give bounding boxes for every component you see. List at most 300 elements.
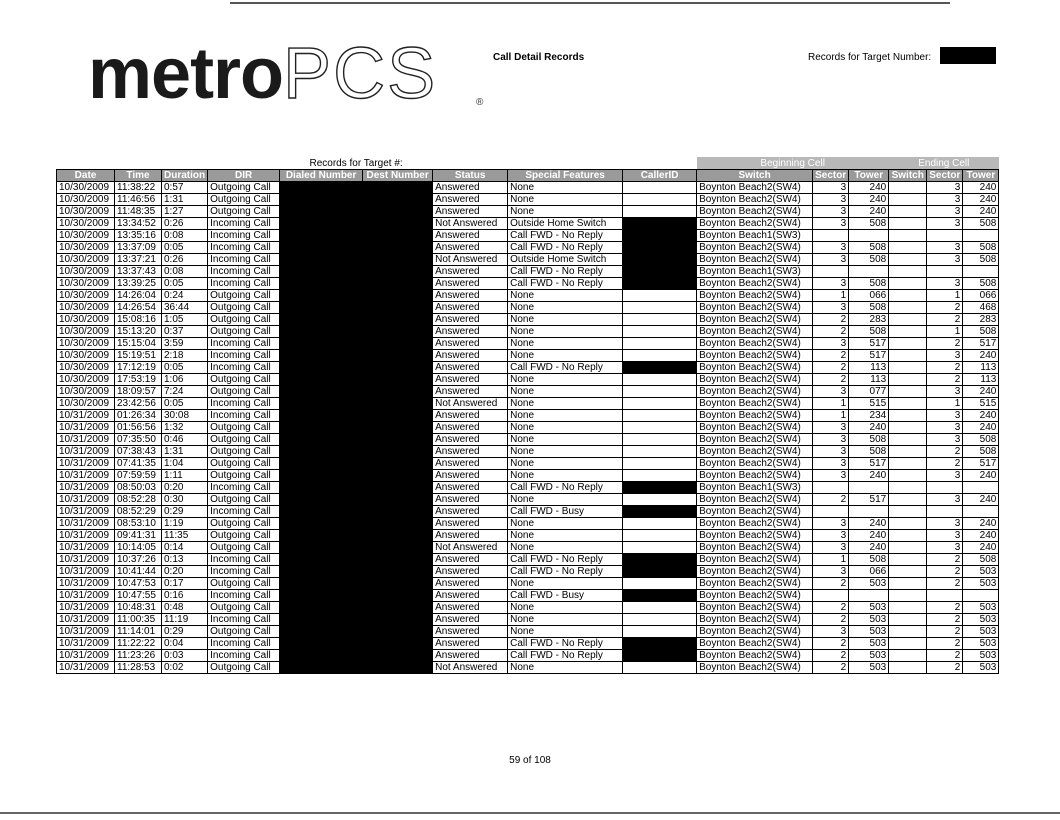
redacted-cell [363,374,433,386]
table-cell: 2 [927,362,963,374]
table-cell: Outgoing Call [208,326,280,338]
table-cell: 113 [963,362,999,374]
table-cell: 10:48:31 [115,602,162,614]
table-cell: 517 [963,458,999,470]
table-cell: 0:17 [162,578,208,590]
table-cell [813,590,849,602]
table-cell: 08:50:03 [115,482,162,494]
table-cell: 3 [927,254,963,266]
table-cell: 3 [927,422,963,434]
table-cell: Incoming Call [208,254,280,266]
table-cell: 503 [963,662,999,674]
table-cell: 3 [813,182,849,194]
table-cell: 113 [849,374,889,386]
table-cell: 10/31/2009 [57,638,115,650]
table-cell: Call FWD - No Reply [508,554,623,566]
redacted-cell [280,662,363,674]
table-cell [623,194,697,206]
table-cell: Boynton Beach2(SW4) [697,362,813,374]
table-cell: 2 [927,446,963,458]
table-cell: 515 [963,398,999,410]
redacted-cell [280,374,363,386]
table-cell: Incoming Call [208,338,280,350]
redacted-cell [280,530,363,542]
metropcs-logo [88,34,483,114]
column-header: Time [115,170,162,182]
table-cell: 2 [927,314,963,326]
table-row [57,650,999,662]
table-cell: 508 [849,302,889,314]
table-cell: 10/31/2009 [57,410,115,422]
table-cell: 0:05 [162,362,208,374]
redacted-cell [363,530,433,542]
redacted-cell [363,326,433,338]
redacted-cell [623,254,697,266]
table-cell: Answered [433,650,508,662]
redacted-cell [363,338,433,350]
table-cell: None [508,194,623,206]
table-cell [889,182,927,194]
table-cell: 1:19 [162,518,208,530]
redacted-cell [280,446,363,458]
table-cell: Boynton Beach2(SW4) [697,434,813,446]
table-cell: 2 [813,350,849,362]
table-cell: 3 [813,530,849,542]
redacted-cell [363,386,433,398]
table-cell: 2 [927,662,963,674]
table-cell: 240 [963,518,999,530]
table-cell: 3 [927,530,963,542]
redacted-cell [280,506,363,518]
table-cell: Boynton Beach2(SW4) [697,254,813,266]
table-cell: 18:09:57 [115,386,162,398]
column-header: Status [433,170,508,182]
table-cell: 10:37:26 [115,554,162,566]
table-cell: 2 [927,626,963,638]
table-cell: 13:37:21 [115,254,162,266]
page-number: 59 of 108 [509,755,551,766]
table-row [57,350,999,362]
table-cell [623,182,697,194]
table-cell: Answered [433,638,508,650]
redacted-cell [280,494,363,506]
table-cell: 1:06 [162,374,208,386]
redacted-cell [363,290,433,302]
table-cell: 508 [849,218,889,230]
redacted-cell [280,410,363,422]
table-cell [927,230,963,242]
table-cell: 0:08 [162,266,208,278]
table-cell [849,590,889,602]
table-cell: 3 [927,194,963,206]
redacted-cell [363,266,433,278]
redacted-cell [280,650,363,662]
redacted-cell [280,314,363,326]
table-cell: Boynton Beach2(SW4) [697,566,813,578]
table-cell: 10/30/2009 [57,254,115,266]
redacted-cell [623,566,697,578]
table-cell: 503 [963,626,999,638]
redacted-cell [363,302,433,314]
table-cell: 01:26:34 [115,410,162,422]
table-cell: 10/30/2009 [57,266,115,278]
table-cell: 10:14:05 [115,542,162,554]
table-cell: Outgoing Call [208,386,280,398]
table-cell [889,350,927,362]
table-row [57,518,999,530]
table-cell [889,422,927,434]
table-cell: 3 [927,434,963,446]
table-cell: Outgoing Call [208,530,280,542]
table-cell: 2 [927,458,963,470]
table-cell [889,362,927,374]
table-cell: 10/30/2009 [57,218,115,230]
table-cell [927,482,963,494]
table-cell: 0:16 [162,590,208,602]
table-row [57,434,999,446]
table-cell: 0:05 [162,398,208,410]
table-cell: 503 [849,578,889,590]
redacted-cell [363,470,433,482]
table-cell: 3 [927,386,963,398]
table-cell: 240 [963,542,999,554]
table-cell: Boynton Beach2(SW4) [697,494,813,506]
table-cell [889,470,927,482]
table-cell: Boynton Beach2(SW4) [697,602,813,614]
table-cell: 10:47:55 [115,590,162,602]
table-title-row [57,157,999,170]
table-cell: 508 [963,446,999,458]
table-cell: Incoming Call [208,278,280,290]
table-cell: 0:05 [162,242,208,254]
table-cell [623,662,697,674]
table-cell [963,590,999,602]
table-cell: 10/31/2009 [57,470,115,482]
table-cell: 3 [813,626,849,638]
table-cell: Outgoing Call [208,494,280,506]
table-cell: 240 [849,518,889,530]
table-cell: Incoming Call [208,482,280,494]
table-row [57,446,999,458]
table-cell: 10/31/2009 [57,542,115,554]
table-cell: Incoming Call [208,266,280,278]
table-cell: Call FWD - No Reply [508,638,623,650]
redacted-cell [280,626,363,638]
column-header: Tower [963,170,999,182]
table-cell: 517 [849,350,889,362]
table-cell: Answered [433,278,508,290]
table-cell: Boynton Beach2(SW4) [697,338,813,350]
table-cell: Outgoing Call [208,626,280,638]
table-row [57,278,999,290]
table-cell: Answered [433,458,508,470]
redacted-cell [280,590,363,602]
table-cell: Answered [433,494,508,506]
table-cell: 503 [963,638,999,650]
redacted-cell [363,242,433,254]
table-cell: None [508,326,623,338]
table-cell: 240 [963,470,999,482]
records-for-target-title: Records for Target #: [309,157,403,169]
table-cell [623,518,697,530]
table-row [57,554,999,566]
table-cell: 517 [849,338,889,350]
table-cell: 2 [813,614,849,626]
table-row [57,662,999,674]
redacted-cell [280,470,363,482]
table-cell: Boynton Beach2(SW4) [697,182,813,194]
table-cell: None [508,398,623,410]
table-cell: Answered [433,266,508,278]
table-cell: 503 [849,650,889,662]
table-cell: 234 [849,410,889,422]
table-cell: 2 [927,566,963,578]
table-cell: Boynton Beach2(SW4) [697,422,813,434]
table-cell: None [508,182,623,194]
table-row [57,290,999,302]
redacted-cell [363,350,433,362]
table-cell: 0:29 [162,506,208,518]
table-cell: 517 [849,458,889,470]
table-body [57,182,999,674]
table-cell [813,266,849,278]
table-cell: 283 [963,314,999,326]
table-cell: 10/30/2009 [57,230,115,242]
table-cell: None [508,350,623,362]
table-cell: 09:41:31 [115,530,162,542]
table-cell: None [508,446,623,458]
table-cell: 2 [927,650,963,662]
table-cell: 0:29 [162,626,208,638]
table-cell: Boynton Beach1(SW3) [697,230,813,242]
table-cell: 0:48 [162,602,208,614]
redacted-cell [623,266,697,278]
table-cell: Boynton Beach2(SW4) [697,578,813,590]
table-cell: Answered [433,338,508,350]
table-cell: 2 [927,578,963,590]
table-cell [623,614,697,626]
table-cell: Incoming Call [208,554,280,566]
table-cell [623,434,697,446]
table-cell: Incoming Call [208,566,280,578]
table-cell: 13:34:52 [115,218,162,230]
table-cell: 240 [963,422,999,434]
table-cell: 11:38:22 [115,182,162,194]
column-header: Switch [697,170,813,182]
table-cell: 23:42:56 [115,398,162,410]
table-cell: 2 [813,662,849,674]
table-cell: 13:37:09 [115,242,162,254]
redacted-cell [280,338,363,350]
table-cell: Boynton Beach2(SW4) [697,590,813,602]
table-cell: Call FWD - No Reply [508,566,623,578]
table-cell: Answered [433,626,508,638]
redacted-cell [363,578,433,590]
bottom-rule [0,812,1060,814]
table-cell: 2 [927,374,963,386]
table-cell: None [508,290,623,302]
table-cell: 10/31/2009 [57,554,115,566]
table-cell: None [508,602,623,614]
redacted-cell [363,434,433,446]
column-header: Sector [927,170,963,182]
table-cell: Boynton Beach2(SW4) [697,638,813,650]
table-cell: 2 [927,302,963,314]
column-header: Duration [162,170,208,182]
table-cell [889,554,927,566]
table-cell [623,410,697,422]
table-cell [623,290,697,302]
table-cell: 3 [813,518,849,530]
table-cell: 3 [927,542,963,554]
table-cell: 10/31/2009 [57,566,115,578]
table-cell: 240 [849,194,889,206]
table-cell [963,482,999,494]
table-cell: 1 [813,290,849,302]
redacted-cell [280,434,363,446]
table-cell: 0:03 [162,650,208,662]
table-cell: Outgoing Call [208,314,280,326]
table-cell: 508 [849,254,889,266]
column-header: DIR [208,170,280,182]
table-cell [889,662,927,674]
table-cell: Incoming Call [208,638,280,650]
table-cell [889,230,927,242]
table-cell: 3 [927,410,963,422]
table-row [57,326,999,338]
table-cell: 3 [927,350,963,362]
table-cell [889,518,927,530]
logo-pcs-text: PCS [283,34,438,114]
table-cell: 508 [849,434,889,446]
redacted-cell [363,506,433,518]
table-cell: Not Answered [433,254,508,266]
table-cell: 3 [813,302,849,314]
table-cell: Boynton Beach2(SW4) [697,194,813,206]
table-cell: 15:19:51 [115,350,162,362]
table-cell [889,566,927,578]
table-cell: 240 [963,182,999,194]
table-cell: None [508,626,623,638]
redacted-cell [623,638,697,650]
table-cell: 10:47:53 [115,578,162,590]
table-cell: 3 [813,254,849,266]
table-cell: Boynton Beach2(SW4) [697,350,813,362]
table-cell: Boynton Beach2(SW4) [697,290,813,302]
table-cell: Boynton Beach2(SW4) [697,650,813,662]
table-cell: Not Answered [433,662,508,674]
table-cell: 517 [963,338,999,350]
table-cell: Call FWD - No Reply [508,362,623,374]
table-cell [889,638,927,650]
table-cell [927,590,963,602]
table-cell: 468 [963,302,999,314]
column-header: Special Features [508,170,623,182]
table-cell: Boynton Beach2(SW4) [697,242,813,254]
table-cell: Not Answered [433,218,508,230]
table-cell: 11:23:26 [115,650,162,662]
table-cell: 503 [963,566,999,578]
table-cell: 3 [813,278,849,290]
table-cell: 10/31/2009 [57,434,115,446]
redacted-cell [363,458,433,470]
table-cell: Call FWD - Busy [508,506,623,518]
registered-mark: ® [476,97,483,108]
column-header: Sector [813,170,849,182]
table-cell: 503 [963,614,999,626]
table-cell: 0:04 [162,638,208,650]
table-cell: Answered [433,614,508,626]
table-cell: Incoming Call [208,362,280,374]
table-cell: 14:26:54 [115,302,162,314]
table-cell: 3 [813,446,849,458]
redacted-cell [363,626,433,638]
table-cell: Answered [433,290,508,302]
table-cell: 11:14:01 [115,626,162,638]
table-cell: 7:24 [162,386,208,398]
table-cell: 508 [849,554,889,566]
table-cell [623,302,697,314]
table-cell: 10/31/2009 [57,662,115,674]
redacted-cell [280,194,363,206]
table-cell: Boynton Beach1(SW3) [697,266,813,278]
table-cell: 240 [963,206,999,218]
table-cell: 3 [927,182,963,194]
table-cell: Answered [433,554,508,566]
table-cell [849,506,889,518]
table-cell: 3 [927,242,963,254]
table-cell: 10/30/2009 [57,386,115,398]
table-cell: None [508,518,623,530]
table-cell [813,482,849,494]
redacted-cell [363,482,433,494]
table-cell: Call FWD - No Reply [508,230,623,242]
table-cell: 2 [927,614,963,626]
redacted-cell [363,422,433,434]
table-cell: 1:27 [162,206,208,218]
table-row [57,590,999,602]
redacted-cell [363,218,433,230]
table-row [57,578,999,590]
table-cell: 11:35 [162,530,208,542]
redacted-cell [363,410,433,422]
table-cell: 0:26 [162,254,208,266]
table-cell [927,266,963,278]
table-cell: Outgoing Call [208,422,280,434]
call-detail-table [56,157,999,674]
redacted-cell [363,194,433,206]
table-cell: 2 [813,326,849,338]
table-cell [623,542,697,554]
table-cell: Incoming Call [208,230,280,242]
redacted-cell [363,254,433,266]
table-cell: 240 [963,386,999,398]
table-row [57,458,999,470]
table-cell: 240 [849,422,889,434]
table-cell: 2 [927,638,963,650]
table-cell: 07:41:35 [115,458,162,470]
table-cell: 3 [813,566,849,578]
table-row [57,626,999,638]
table-cell [623,422,697,434]
redacted-cell [280,578,363,590]
redacted-cell [280,290,363,302]
table-cell: Answered [433,566,508,578]
redacted-cell [280,302,363,314]
table-cell: Incoming Call [208,650,280,662]
table-cell: 2 [813,650,849,662]
table-cell: 240 [963,410,999,422]
